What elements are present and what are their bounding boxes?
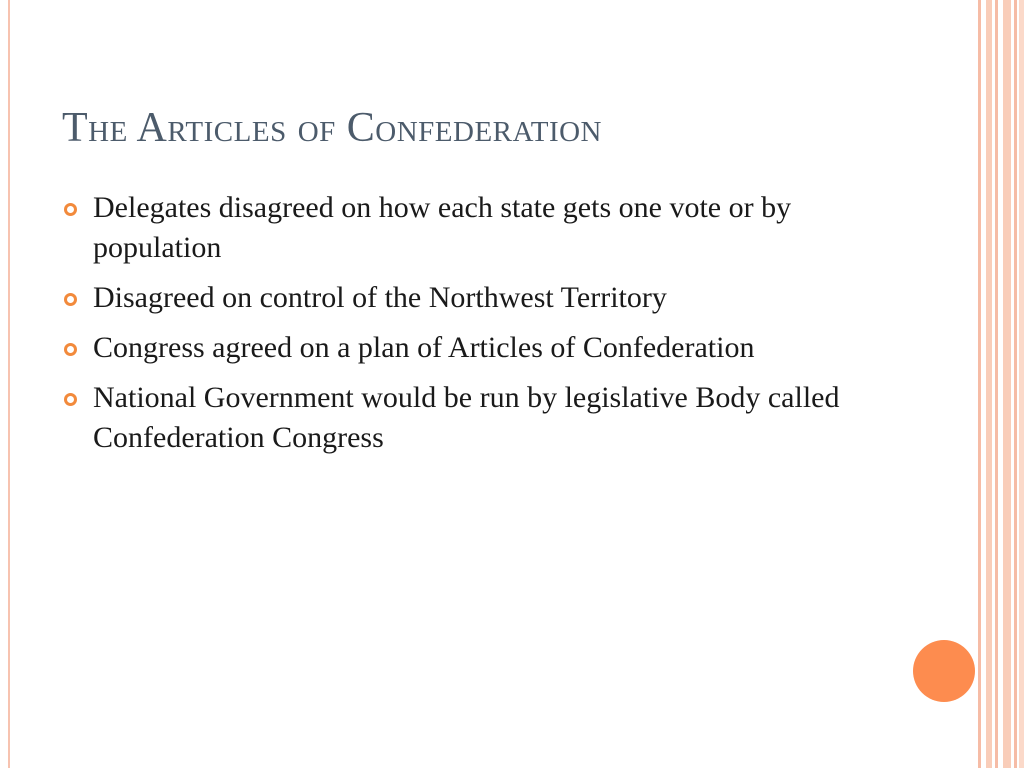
bullet-item <box>62 278 892 318</box>
bullet-icon <box>64 343 77 356</box>
decorative-stripe <box>1003 0 1011 768</box>
decorative-stripe <box>986 0 992 768</box>
bullet-text: Delegates disagreed on how each state gets one vote or by population <box>93 191 792 264</box>
bullet-item <box>62 328 892 368</box>
decorative-stripe <box>1019 0 1024 768</box>
decorative-stripe <box>995 0 998 768</box>
accent-circle-icon <box>913 640 975 702</box>
bullet-item <box>62 188 892 268</box>
bullet-text: National Government would be run by legislative Body called Confederation Congress <box>93 381 840 454</box>
bullet-icon <box>64 203 77 216</box>
left-border-line <box>8 0 10 768</box>
slide-title: The Articles of Confederation <box>62 105 602 151</box>
bullet-text: Congress agreed on a plan of Articles of Confederation <box>93 331 755 364</box>
bullet-text: Disagreed on control of the Northwest Territory <box>93 281 667 314</box>
bullet-list <box>62 188 892 468</box>
decorative-stripe <box>978 0 981 768</box>
bullet-icon <box>64 293 77 306</box>
bullet-item <box>62 378 892 458</box>
decorative-stripe <box>1014 0 1017 768</box>
bullet-icon <box>64 393 77 406</box>
